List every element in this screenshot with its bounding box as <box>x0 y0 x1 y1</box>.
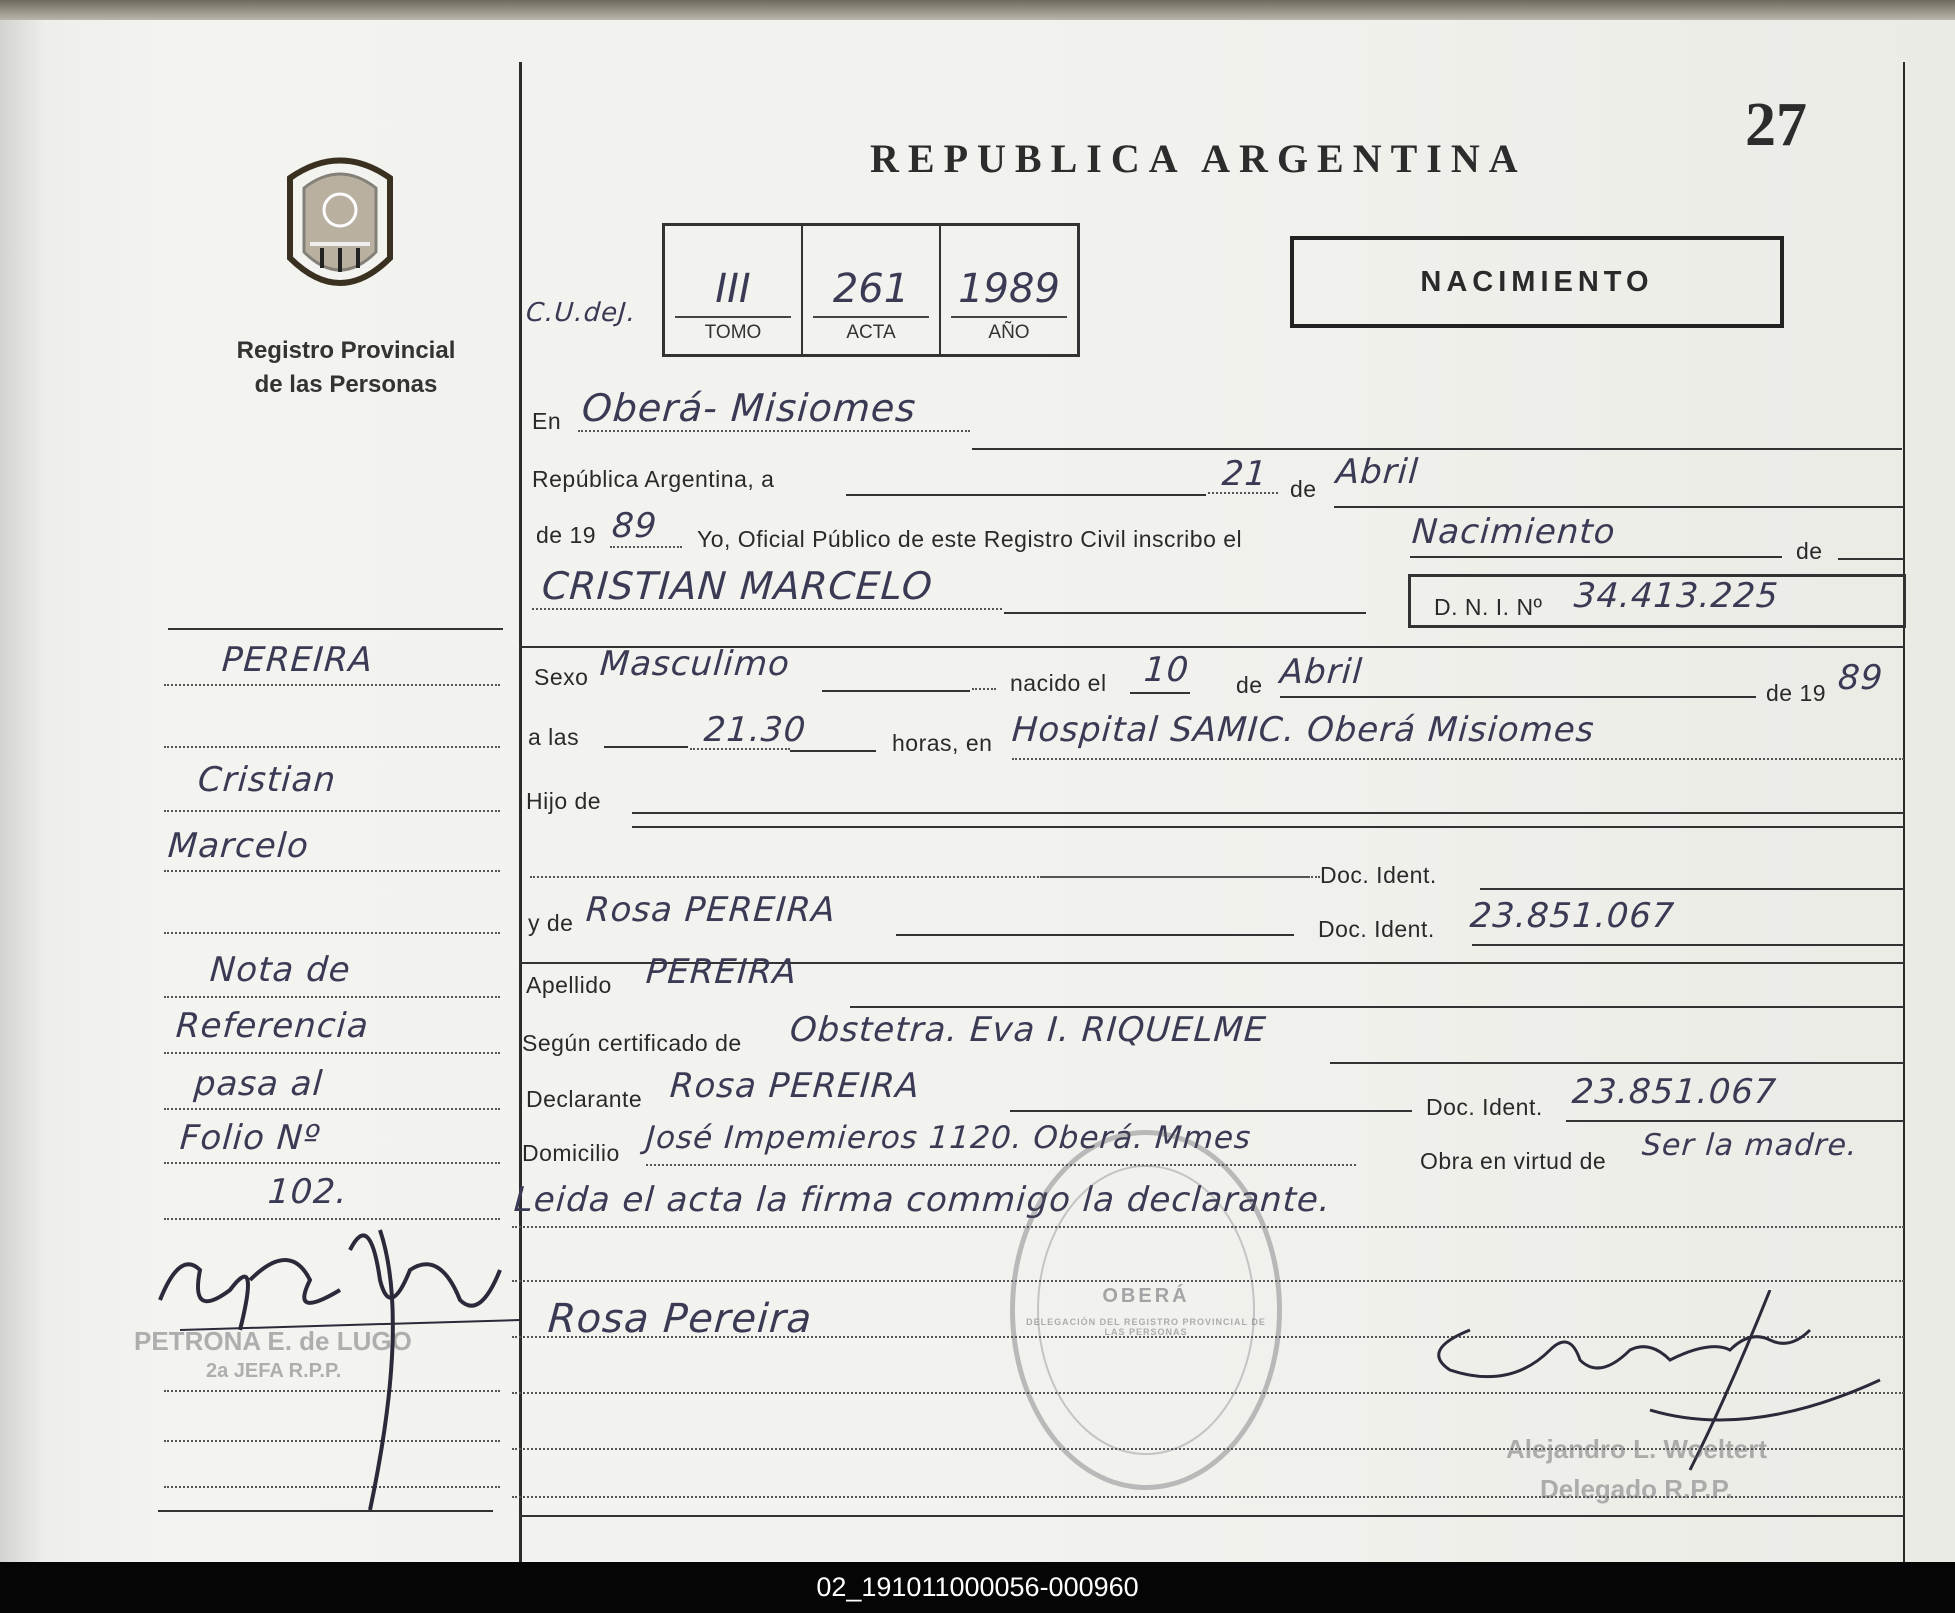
declarante-doc-label: Doc. Ident. <box>1426 1094 1543 1120</box>
ano-cell <box>941 226 1077 354</box>
record-type: NACIMIENTO <box>1420 265 1654 298</box>
reference-box <box>662 223 1080 357</box>
year-prefix: de 19 <box>536 522 597 548</box>
mother-doc-label: Doc. Ident. <box>1318 916 1435 942</box>
segun-value: Obstetra. Eva I. RIQUELME <box>788 1010 1268 1050</box>
de-label-3: de <box>1236 672 1263 698</box>
margin-line-8 <box>164 1108 500 1110</box>
day-value: 21 <box>1220 454 1269 494</box>
stamp-main-text: OBERÁ <box>1102 1285 1190 1307</box>
de-line <box>1838 558 1904 560</box>
sexo-line <box>822 690 970 692</box>
date-line-1 <box>846 494 1206 496</box>
mother-doc-line <box>1472 944 1904 946</box>
sexo-line-dots <box>972 688 996 690</box>
acta-label: ACTA <box>846 322 896 343</box>
margin-second-name: Marcelo <box>166 826 311 866</box>
domicilio-value: José Impemieros 1120. Oberá. Mmes <box>644 1120 1253 1156</box>
signatory-name: PETRONA E. de LUGO <box>134 1326 412 1356</box>
closing-text: Leida el acta la firma commigo la declarante. <box>512 1180 1333 1220</box>
hijo-label: Hijo de <box>526 788 602 814</box>
domicilio-label: Domicilio <box>522 1140 620 1166</box>
hour-line-3 <box>790 750 876 752</box>
year-line <box>610 546 682 548</box>
note-line-5: 102. <box>266 1172 350 1212</box>
inscribo-value: Nacimiento <box>1410 512 1617 552</box>
margin-line-4 <box>164 870 500 872</box>
hour-value: 21.30 <box>702 710 808 750</box>
child-name: CRISTIAN MARCELO <box>540 564 935 608</box>
official-text: Yo, Oficial Público de este Registro Civil inscribo el <box>697 526 1243 552</box>
official-stamp <box>1010 1130 1282 1490</box>
de-label: de <box>1290 476 1317 502</box>
margin-line-5 <box>164 932 500 934</box>
country-title: REPUBLICA ARGENTINA <box>870 136 1527 181</box>
delegate-name: Alejandro L. Woeltert <box>1506 1434 1767 1464</box>
hour-line-2 <box>690 748 790 750</box>
father-doc-line <box>1480 888 1904 890</box>
delegate-role: Delegado R.P.P. <box>1540 1474 1733 1504</box>
birth-year: 89 <box>1836 658 1885 698</box>
mother-line <box>896 934 1294 936</box>
margin-first-name: Cristian <box>196 760 338 800</box>
file-id-bar <box>0 1562 1955 1613</box>
birth-day: 10 <box>1142 650 1191 690</box>
tomo-value: III <box>675 266 791 318</box>
tomo-label: TOMO <box>704 322 762 343</box>
birth-day-line <box>1130 692 1190 694</box>
a-las-label: a las <box>528 724 580 750</box>
acta-value: 261 <box>813 266 929 318</box>
child-name-line <box>532 608 1002 610</box>
page-number: 27 <box>1745 91 1807 159</box>
dni-label: D. N. I. Nº <box>1434 594 1543 620</box>
margin-line-1 <box>164 684 500 686</box>
domicilio-line <box>646 1164 1356 1166</box>
margin-line-6 <box>164 996 500 998</box>
office-line-1: Registro Provincial <box>236 337 456 364</box>
apellido-value: PEREIRA <box>644 952 799 992</box>
hijo-line <box>632 812 1904 814</box>
tomo-cell <box>665 226 803 354</box>
note-line-1: Nota de <box>208 950 353 990</box>
year-value: 89 <box>610 506 659 546</box>
note-line-2: Referencia <box>174 1006 371 1046</box>
de-label-2: de <box>1796 538 1823 564</box>
apellido-label: Apellido <box>526 972 612 998</box>
note-line-3: pasa al <box>192 1064 325 1104</box>
en-value: Oberá- Misiomes <box>580 386 918 430</box>
ano-label: AÑO <box>988 322 1030 343</box>
ano-value: 1989 <box>951 266 1067 318</box>
nacido-label: nacido el <box>1010 670 1107 696</box>
margin-top-rule <box>168 628 503 630</box>
en-label: En <box>532 408 562 434</box>
declarante-doc-line <box>1566 1120 1904 1122</box>
office-line-2: de las Personas <box>254 371 438 398</box>
declarant-signature: Rosa Pereira <box>546 1296 814 1342</box>
registrar-signature <box>140 1210 560 1520</box>
segun-line <box>1330 1062 1904 1064</box>
obra-value: Ser la madre. <box>1640 1128 1859 1163</box>
note-line-4: Folio Nº <box>178 1118 322 1158</box>
declarante-doc: 23.851.067 <box>1570 1072 1779 1112</box>
y-de-label: y de <box>528 910 574 936</box>
place-value: Hospital SAMIC. Oberá Misiomes <box>1010 710 1596 750</box>
dni-value: 34.413.225 <box>1572 576 1781 616</box>
obra-label: Obra en virtud de <box>1420 1148 1607 1174</box>
registry-office-name <box>196 334 496 402</box>
acta-cell <box>803 226 941 354</box>
birth-month: Abril <box>1278 652 1365 692</box>
file-id: 02_191011000056-000960 <box>816 1572 1139 1602</box>
month-line <box>1334 506 1904 508</box>
mother-name: Rosa PEREIRA <box>584 890 838 930</box>
margin-line-9 <box>164 1162 500 1164</box>
margin-line-7 <box>164 1052 500 1054</box>
declarante-value: Rosa PEREIRA <box>668 1066 922 1106</box>
sexo-label: Sexo <box>534 664 589 690</box>
record-type-box <box>1290 236 1784 328</box>
declarante-line <box>1010 1110 1412 1112</box>
birth-month-line <box>1280 696 1756 698</box>
republica-label: República Argentina, a <box>532 466 775 492</box>
sexo-value: Masculimo <box>598 644 792 684</box>
stamp-inner-ring <box>1037 1165 1255 1455</box>
mother-doc: 23.851.067 <box>1468 896 1677 936</box>
inscribo-line <box>1410 556 1782 558</box>
hijo-line-2 <box>632 826 1904 828</box>
margin-surname: PEREIRA <box>220 640 375 680</box>
father-doc-label: Doc. Ident. <box>1320 862 1437 888</box>
margin-line-2 <box>164 746 500 748</box>
declarante-label: Declarante <box>526 1086 643 1112</box>
hour-line-1 <box>604 746 688 748</box>
segun-label: Según certificado de <box>522 1030 742 1056</box>
child-name-line-solid <box>1004 612 1366 614</box>
signatory-role: 2a JEFA R.P.P. <box>206 1360 342 1382</box>
reference-prefix: C.U.deJ. <box>524 298 638 328</box>
place-line <box>1012 758 1904 760</box>
month-value: Abril <box>1334 452 1421 492</box>
father-line-dots <box>1040 876 1320 878</box>
binder-edge <box>0 0 1955 20</box>
en-line-solid <box>972 448 1902 450</box>
birth-year-prefix: de 19 <box>1766 680 1827 706</box>
margin-line-3 <box>164 810 500 812</box>
stamp-ring-text: DELEGACIÓN DEL REGISTRO PROVINCIAL DE LAS PERSONAS <box>1026 1317 1266 1337</box>
provincial-seal-icon <box>270 148 410 308</box>
apellido-line <box>850 1006 1904 1008</box>
en-line <box>578 430 970 432</box>
horas-label: horas, en <box>892 730 993 756</box>
